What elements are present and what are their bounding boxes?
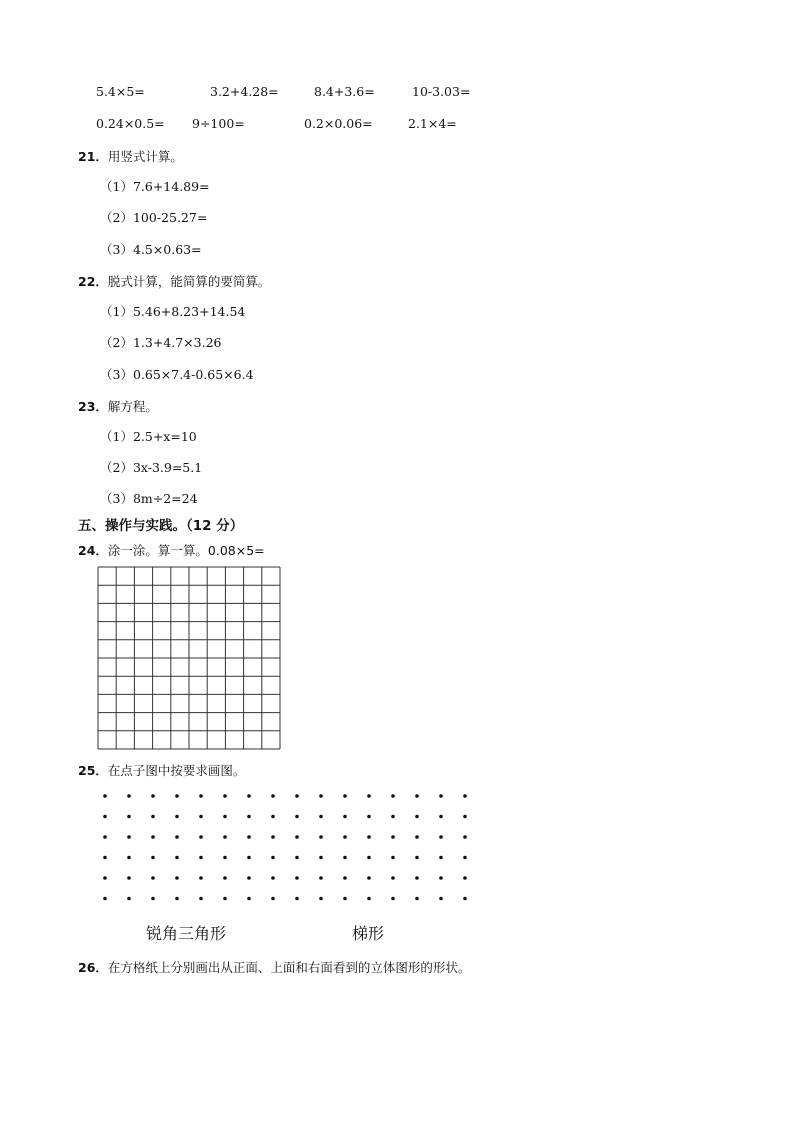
acute-triangle-label: 锐角三角形: [146, 924, 227, 943]
dot: [127, 856, 131, 860]
question-21-heading: [78, 146, 183, 165]
dot: [439, 897, 443, 901]
dot: [175, 794, 179, 798]
question-23-heading: [78, 396, 158, 415]
question-item: （2）100-25.27=: [100, 210, 208, 225]
question-22-heading: [78, 271, 270, 290]
dot: [415, 856, 419, 860]
dot: [223, 856, 227, 860]
dot: [391, 835, 395, 839]
dot: [247, 794, 251, 798]
dot: [223, 835, 227, 839]
dot: [415, 794, 419, 798]
dot: [343, 815, 347, 819]
dot: [199, 897, 203, 901]
dot: [271, 835, 275, 839]
question-text: 涂一涂。算一算。0.08×5=: [107, 543, 265, 558]
dot: [271, 897, 275, 901]
dot: [415, 835, 419, 839]
calc-item: 3.2+4.28=: [210, 84, 279, 99]
dot: [343, 897, 347, 901]
dot: [367, 794, 371, 798]
dot: [199, 856, 203, 860]
dot: [223, 815, 227, 819]
dot: [319, 794, 323, 798]
section-5-title: 五、操作与实践。（12 分）: [78, 518, 244, 534]
dot: [127, 876, 131, 880]
dot: [127, 815, 131, 819]
dot: [439, 815, 443, 819]
dot: [319, 815, 323, 819]
question-item: （3）4.5×0.63=: [100, 242, 202, 257]
dot: [319, 835, 323, 839]
dot: [367, 856, 371, 860]
dot: [103, 876, 107, 880]
dot: [151, 897, 155, 901]
dot: [367, 897, 371, 901]
dot: [103, 794, 107, 798]
dot: [175, 856, 179, 860]
question-text: 在方格纸上分别画出从正面、上面和右面看到的立体图形的形状。: [107, 960, 471, 975]
question-26-heading: [78, 957, 470, 976]
question-item: （3）0.65×7.4-0.65×6.4: [100, 367, 254, 382]
dot: [295, 815, 299, 819]
question-text: 在点子图中按要求画图。: [107, 763, 246, 778]
dot: [223, 876, 227, 880]
dot: [175, 835, 179, 839]
question-24-heading: [78, 540, 265, 559]
dot: [343, 835, 347, 839]
trapezoid-label: 梯形: [352, 924, 385, 943]
dot: [463, 794, 467, 798]
dot: [463, 815, 467, 819]
question-text: 解方程。: [107, 399, 158, 414]
dot: [463, 897, 467, 901]
calc-item: 10-3.03=: [412, 84, 471, 99]
dot: [271, 876, 275, 880]
dot: [415, 815, 419, 819]
dot: [295, 856, 299, 860]
calc-item: 2.1×4=: [408, 116, 457, 131]
question-number: 23．: [78, 399, 108, 414]
dot: [391, 856, 395, 860]
dot: [223, 897, 227, 901]
question-number: 22．: [78, 274, 108, 289]
dot: [151, 815, 155, 819]
dot: [199, 835, 203, 839]
dot: [127, 794, 131, 798]
dot: [343, 876, 347, 880]
dot: [199, 794, 203, 798]
dot: [103, 856, 107, 860]
dot: [295, 794, 299, 798]
dot: [271, 794, 275, 798]
dot: [319, 897, 323, 901]
dot: [103, 815, 107, 819]
dot: [343, 856, 347, 860]
dot: [199, 876, 203, 880]
calc-item: 0.2×0.06=: [304, 116, 373, 131]
dot: [151, 876, 155, 880]
dot: [415, 876, 419, 880]
dot: [175, 897, 179, 901]
dot: [415, 897, 419, 901]
dot: [439, 876, 443, 880]
dot: [463, 876, 467, 880]
question-item: （2）3x-3.9=5.1: [100, 460, 203, 475]
calc-item: 9÷100=: [192, 116, 245, 131]
question-item: （1）5.46+8.23+14.54: [100, 304, 246, 319]
dot: [127, 835, 131, 839]
dot: [151, 856, 155, 860]
dot: [391, 794, 395, 798]
calc-item: 5.4×5=: [96, 84, 145, 99]
dot: [151, 835, 155, 839]
dot: [343, 794, 347, 798]
dot: [391, 897, 395, 901]
dot: [439, 835, 443, 839]
calc-item: 8.4+3.6=: [314, 84, 375, 99]
question-number: 21．: [78, 149, 108, 164]
question-number: 25．: [78, 763, 108, 778]
question-number: 26．: [78, 960, 108, 975]
dot: [247, 856, 251, 860]
question-item: （2）1.3+4.7×3.26: [100, 335, 222, 350]
dot: [439, 794, 443, 798]
dot: [151, 794, 155, 798]
dot: [127, 897, 131, 901]
dot: [247, 835, 251, 839]
dot: [319, 856, 323, 860]
dot: [295, 835, 299, 839]
dot: [319, 876, 323, 880]
dot: [463, 835, 467, 839]
dot: [247, 897, 251, 901]
question-item: （1）2.5+x=10: [100, 429, 197, 444]
dot: [367, 815, 371, 819]
dot: [223, 794, 227, 798]
dot: [103, 835, 107, 839]
dot: [391, 815, 395, 819]
dot: [295, 897, 299, 901]
dot: [271, 856, 275, 860]
dot: [439, 856, 443, 860]
dot-grid[interactable]: [96, 788, 476, 908]
question-text: 脱式计算，能简算的要简算。: [107, 274, 271, 289]
dot: [199, 815, 203, 819]
dot: [367, 835, 371, 839]
dot: [463, 856, 467, 860]
dot: [175, 876, 179, 880]
question-number: 24．: [78, 543, 108, 558]
dot: [247, 876, 251, 880]
dot: [247, 815, 251, 819]
question-25-heading: [78, 760, 245, 779]
dot: [367, 876, 371, 880]
dot: [103, 897, 107, 901]
hundred-square-grid[interactable]: [97, 566, 281, 750]
dot: [271, 815, 275, 819]
question-item: （3）8m÷2=24: [100, 491, 198, 506]
dot: [175, 815, 179, 819]
question-item: （1）7.6+14.89=: [100, 179, 210, 194]
calc-item: 0.24×0.5=: [96, 116, 165, 131]
dot: [295, 876, 299, 880]
question-text: 用竖式计算。: [107, 149, 183, 164]
dot: [391, 876, 395, 880]
